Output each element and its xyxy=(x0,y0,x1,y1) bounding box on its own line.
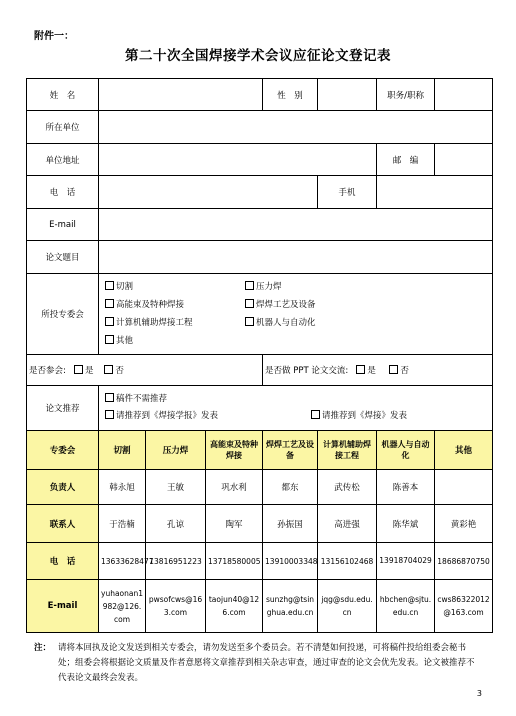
row-label-phone: 电 话 xyxy=(27,543,99,580)
position-label: 职务/职称 xyxy=(377,79,435,111)
committee-header: 计算机辅助焊接工程 xyxy=(318,431,377,470)
recommend-label: 论文推荐 xyxy=(27,386,99,431)
table-cell: 孔谅 xyxy=(146,505,206,543)
postcode-label: 邮 编 xyxy=(377,144,435,176)
mobile-input[interactable] xyxy=(377,176,493,209)
table-cell: 陈华斌 xyxy=(377,505,435,543)
attachment-label: 附件一： xyxy=(34,31,74,42)
note-text: 请将本回执及论文发送到相关专委会，请勿发送至多个委员会。若不清楚如何投递，可将稿件投给组委会秘书处；组委会将根据论文质量及作者意愿将文章推荐到相关杂志审查，通过审查的论文会优先发表。论文被推荐不代表论文最终会发表。 xyxy=(58,643,475,683)
committee-header: 其他 xyxy=(435,431,493,470)
committee-option[interactable]: 机器人与自动化 xyxy=(245,314,385,332)
gender-label: 性 别 xyxy=(263,79,318,111)
address-label: 单位地址 xyxy=(27,144,99,176)
email-cell: sunzhg@tsinghua.edu.cn xyxy=(263,580,318,633)
committee-option[interactable]: 压力焊 xyxy=(245,278,385,296)
unit-label: 所在单位 xyxy=(27,111,99,144)
table-cell: 孙振国 xyxy=(263,505,318,543)
checkbox[interactable] xyxy=(245,281,254,290)
registration-form xyxy=(26,78,493,633)
unit-input[interactable] xyxy=(99,111,493,144)
table-cell: 高进强 xyxy=(318,505,377,543)
table-cell: 黄彩艳 xyxy=(435,505,493,543)
committee-header: 焊焊工艺及设备 xyxy=(263,431,318,470)
email-input[interactable] xyxy=(99,209,493,241)
attend-question: 是否参会: 是 否 xyxy=(27,355,263,386)
email-cell: pwsofcws@163.com xyxy=(146,580,206,633)
table-cell: 13156102468 xyxy=(318,543,377,580)
recommend-options: 稿件不需推荐 请推荐到《焊接学报》发表 请推荐到《焊接》发表 xyxy=(99,386,493,431)
committee-option[interactable]: 其他 xyxy=(105,332,245,350)
recommend-hanjie-option[interactable]: 请推荐到《焊接》发表 xyxy=(311,411,407,421)
committee-label: 所投专委会 xyxy=(27,274,99,355)
table-cell: 韩永旭 xyxy=(99,470,146,505)
checkbox[interactable] xyxy=(105,335,114,344)
table-cell: 陶军 xyxy=(206,505,263,543)
checkbox[interactable] xyxy=(105,299,114,308)
committee-option[interactable]: 焊焊工艺及设备 xyxy=(245,296,385,314)
ppt-yes-checkbox[interactable] xyxy=(356,365,365,374)
note xyxy=(34,641,480,686)
paper-title-input[interactable] xyxy=(99,241,493,274)
committee-option[interactable]: 高能束及特种焊接 xyxy=(105,296,245,314)
row-label-contact: 联系人 xyxy=(27,505,99,543)
position-input[interactable] xyxy=(435,79,493,111)
table-cell: 都东 xyxy=(263,470,318,505)
email-cell: taojun40@126.com xyxy=(206,580,263,633)
ppt-no-checkbox[interactable] xyxy=(389,365,398,374)
name-label: 姓 名 xyxy=(27,79,99,111)
name-input[interactable] xyxy=(99,79,263,111)
committee-header: 高能束及特种焊接 xyxy=(206,431,263,470)
row-label-responsible: 负责人 xyxy=(27,470,99,505)
table-cell: 13633628477 xyxy=(99,543,146,580)
checkbox[interactable] xyxy=(311,410,320,419)
committee-option[interactable]: 计算机辅助焊接工程 xyxy=(105,314,245,332)
row-label-email: E-mail xyxy=(27,580,99,633)
recommend-xuebao-option[interactable]: 请推荐到《焊接学报》发表 xyxy=(105,408,311,425)
committee-header: 切割 xyxy=(99,431,146,470)
committee-header: 机器人与自动化 xyxy=(377,431,435,470)
committee-option[interactable]: 切割 xyxy=(105,278,245,296)
table-cell: 18686870750 xyxy=(435,543,493,580)
postcode-input[interactable] xyxy=(435,144,493,176)
gender-input[interactable] xyxy=(318,79,377,111)
table-cell: 13816951223 xyxy=(146,543,206,580)
phone-label: 电 话 xyxy=(27,176,99,209)
table-cell: 王敏 xyxy=(146,470,206,505)
table-cell: 巩水利 xyxy=(206,470,263,505)
email-label: E-mail xyxy=(27,209,99,241)
table-cell: 13910003348 xyxy=(263,543,318,580)
page-number: 3 xyxy=(476,689,482,698)
mobile-label: 手机 xyxy=(318,176,377,209)
email-cell: jqg@sdu.edu.cn xyxy=(318,580,377,633)
checkbox[interactable] xyxy=(245,317,254,326)
table-cell xyxy=(435,470,493,505)
table-cell: 陈善本 xyxy=(377,470,435,505)
ppt-question: 是否做 PPT 论文交流: 是 否 xyxy=(263,355,493,386)
attend-no-checkbox[interactable] xyxy=(104,365,113,374)
table-cell: 13918704029 xyxy=(377,543,435,580)
checkbox[interactable] xyxy=(105,410,114,419)
form-title: 第二十次全国焊接学术会议应征论文登记表 xyxy=(125,48,391,64)
no-recommend-checkbox[interactable] xyxy=(105,393,114,402)
table-cell: 于浩楠 xyxy=(99,505,146,543)
checkbox[interactable] xyxy=(105,317,114,326)
email-cell: hbchen@sjtu.edu.cn xyxy=(377,580,435,633)
table-cell: 13718580005 xyxy=(206,543,263,580)
committee-header: 压力焊 xyxy=(146,431,206,470)
checkbox[interactable] xyxy=(245,299,254,308)
paper-title-label: 论文题目 xyxy=(27,241,99,274)
table-cell: 武传松 xyxy=(318,470,377,505)
attend-yes-checkbox[interactable] xyxy=(74,365,83,374)
note-prefix: 注： xyxy=(34,643,52,653)
phone-input[interactable] xyxy=(99,176,318,209)
checkbox[interactable] xyxy=(105,281,114,290)
email-cell: cws86322012@163.com xyxy=(435,580,493,633)
committee-options xyxy=(99,274,493,355)
committee-header: 专委会 xyxy=(27,431,99,470)
address-input[interactable] xyxy=(99,144,377,176)
email-cell: yuhaonan1982@126.com xyxy=(99,580,146,633)
